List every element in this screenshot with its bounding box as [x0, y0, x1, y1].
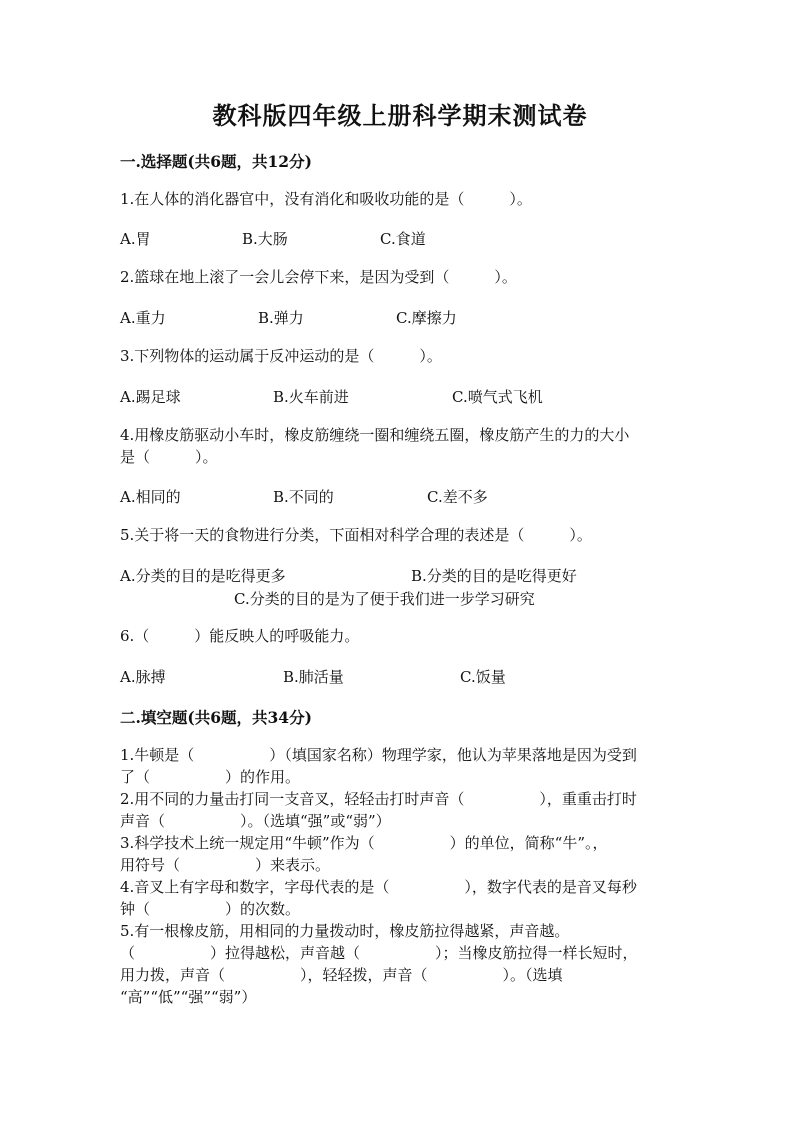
fill-line-3: 2.用不同的力量击打同一支音叉，轻轻击打时声音（ ），重重击打时 — [120, 790, 637, 808]
question-5-option-b: B.分类的目的是吃得更好 — [411, 567, 577, 585]
question-5-option-a: A.分类的目的是吃得更多 — [120, 567, 286, 585]
fill-line-9: 5.有一根橡皮筋，用相同的力量拨动时，橡皮筋拉得越紧，声音越。 — [120, 922, 570, 940]
question-2-stem: 2.篮球在地上滚了一会儿会停下来，是因为受到（ ）。 — [120, 268, 517, 286]
question-6-option-b: B.肺活量 — [283, 668, 344, 686]
fill-line-2: 了（ ）的作用。 — [120, 768, 301, 786]
question-2-option-a: A.重力 — [120, 309, 166, 327]
fill-line-7: 4.音叉上有字母和数字，字母代表的是（ ），数字代表的是音叉每秒 — [120, 878, 637, 896]
question-3-option-c: C.喷气式飞机 — [452, 388, 543, 406]
question-3-stem: 3.下列物体的运动属于反冲运动的是（ ）。 — [120, 347, 442, 365]
question-6-option-c: C.饭量 — [460, 668, 506, 686]
question-1-stem: 1.在人体的消化器官中，没有消化和吸收功能的是（ ）。 — [120, 190, 532, 208]
question-4-option-b: B.不同的 — [273, 488, 334, 506]
question-6-stem: 6.（ ）能反映人的呼吸能力。 — [120, 627, 360, 645]
fill-line-1: 1.牛顿是（ ）（填国家名称）物理学家，他认为苹果落地是因为受到 — [120, 746, 637, 764]
fill-line-11: 用力拨，声音（ ），轻轻拨，声音（ ）。（选填 — [120, 966, 563, 984]
question-4-option-a: A.相同的 — [120, 488, 181, 506]
section2-heading: 二.填空题(共6题，共34分) — [120, 708, 312, 727]
question-3-option-a: A.踢足球 — [120, 388, 181, 406]
fill-line-4: 声音（ ）。（选填“强”或“弱”） — [120, 812, 391, 830]
question-3-option-b: B.火车前进 — [273, 388, 349, 406]
question-1-option-c: C.食道 — [380, 230, 426, 248]
question-5-stem: 5.关于将一天的食物进行分类，下面相对科学合理的表述是（ ）。 — [120, 526, 592, 544]
fill-line-5: 3.科学技术上统一规定用“牛顿”作为（ ）的单位，简称“牛”。， — [120, 834, 608, 852]
question-5-option-c: C.分类的目的是为了便于我们进一步学习研究 — [234, 590, 535, 608]
question-4-stem-line2: 是（ ）。 — [120, 448, 218, 466]
question-1-option-b: B.大肠 — [242, 230, 288, 248]
fill-line-6: 用符号（ ）来表示。 — [120, 856, 331, 874]
question-2-option-b: B.弹力 — [258, 309, 304, 327]
question-4-option-c: C.差不多 — [427, 488, 488, 506]
section1-heading: 一.选择题(共6题，共12分) — [120, 152, 312, 171]
exam-title: 教科版四年级上册科学期末测试卷 — [212, 101, 588, 130]
question-6-option-a: A.脉搏 — [120, 668, 166, 686]
fill-line-8: 钟（ ）的次数。 — [120, 900, 301, 918]
fill-line-12: “高”“低”“强”“弱”） — [120, 988, 257, 1006]
question-2-option-c: C.摩擦力 — [396, 309, 457, 327]
fill-line-10: （ ）拉得越松，声音越（ ）；当橡皮筋拉得一样长短时， — [120, 944, 638, 962]
question-1-option-a: A.胃 — [120, 230, 151, 248]
question-4-stem-line1: 4.用橡皮筋驱动小车时，橡皮筋缠绕一圈和缠绕五圈，橡皮筋产生的力的大小 — [120, 426, 630, 444]
